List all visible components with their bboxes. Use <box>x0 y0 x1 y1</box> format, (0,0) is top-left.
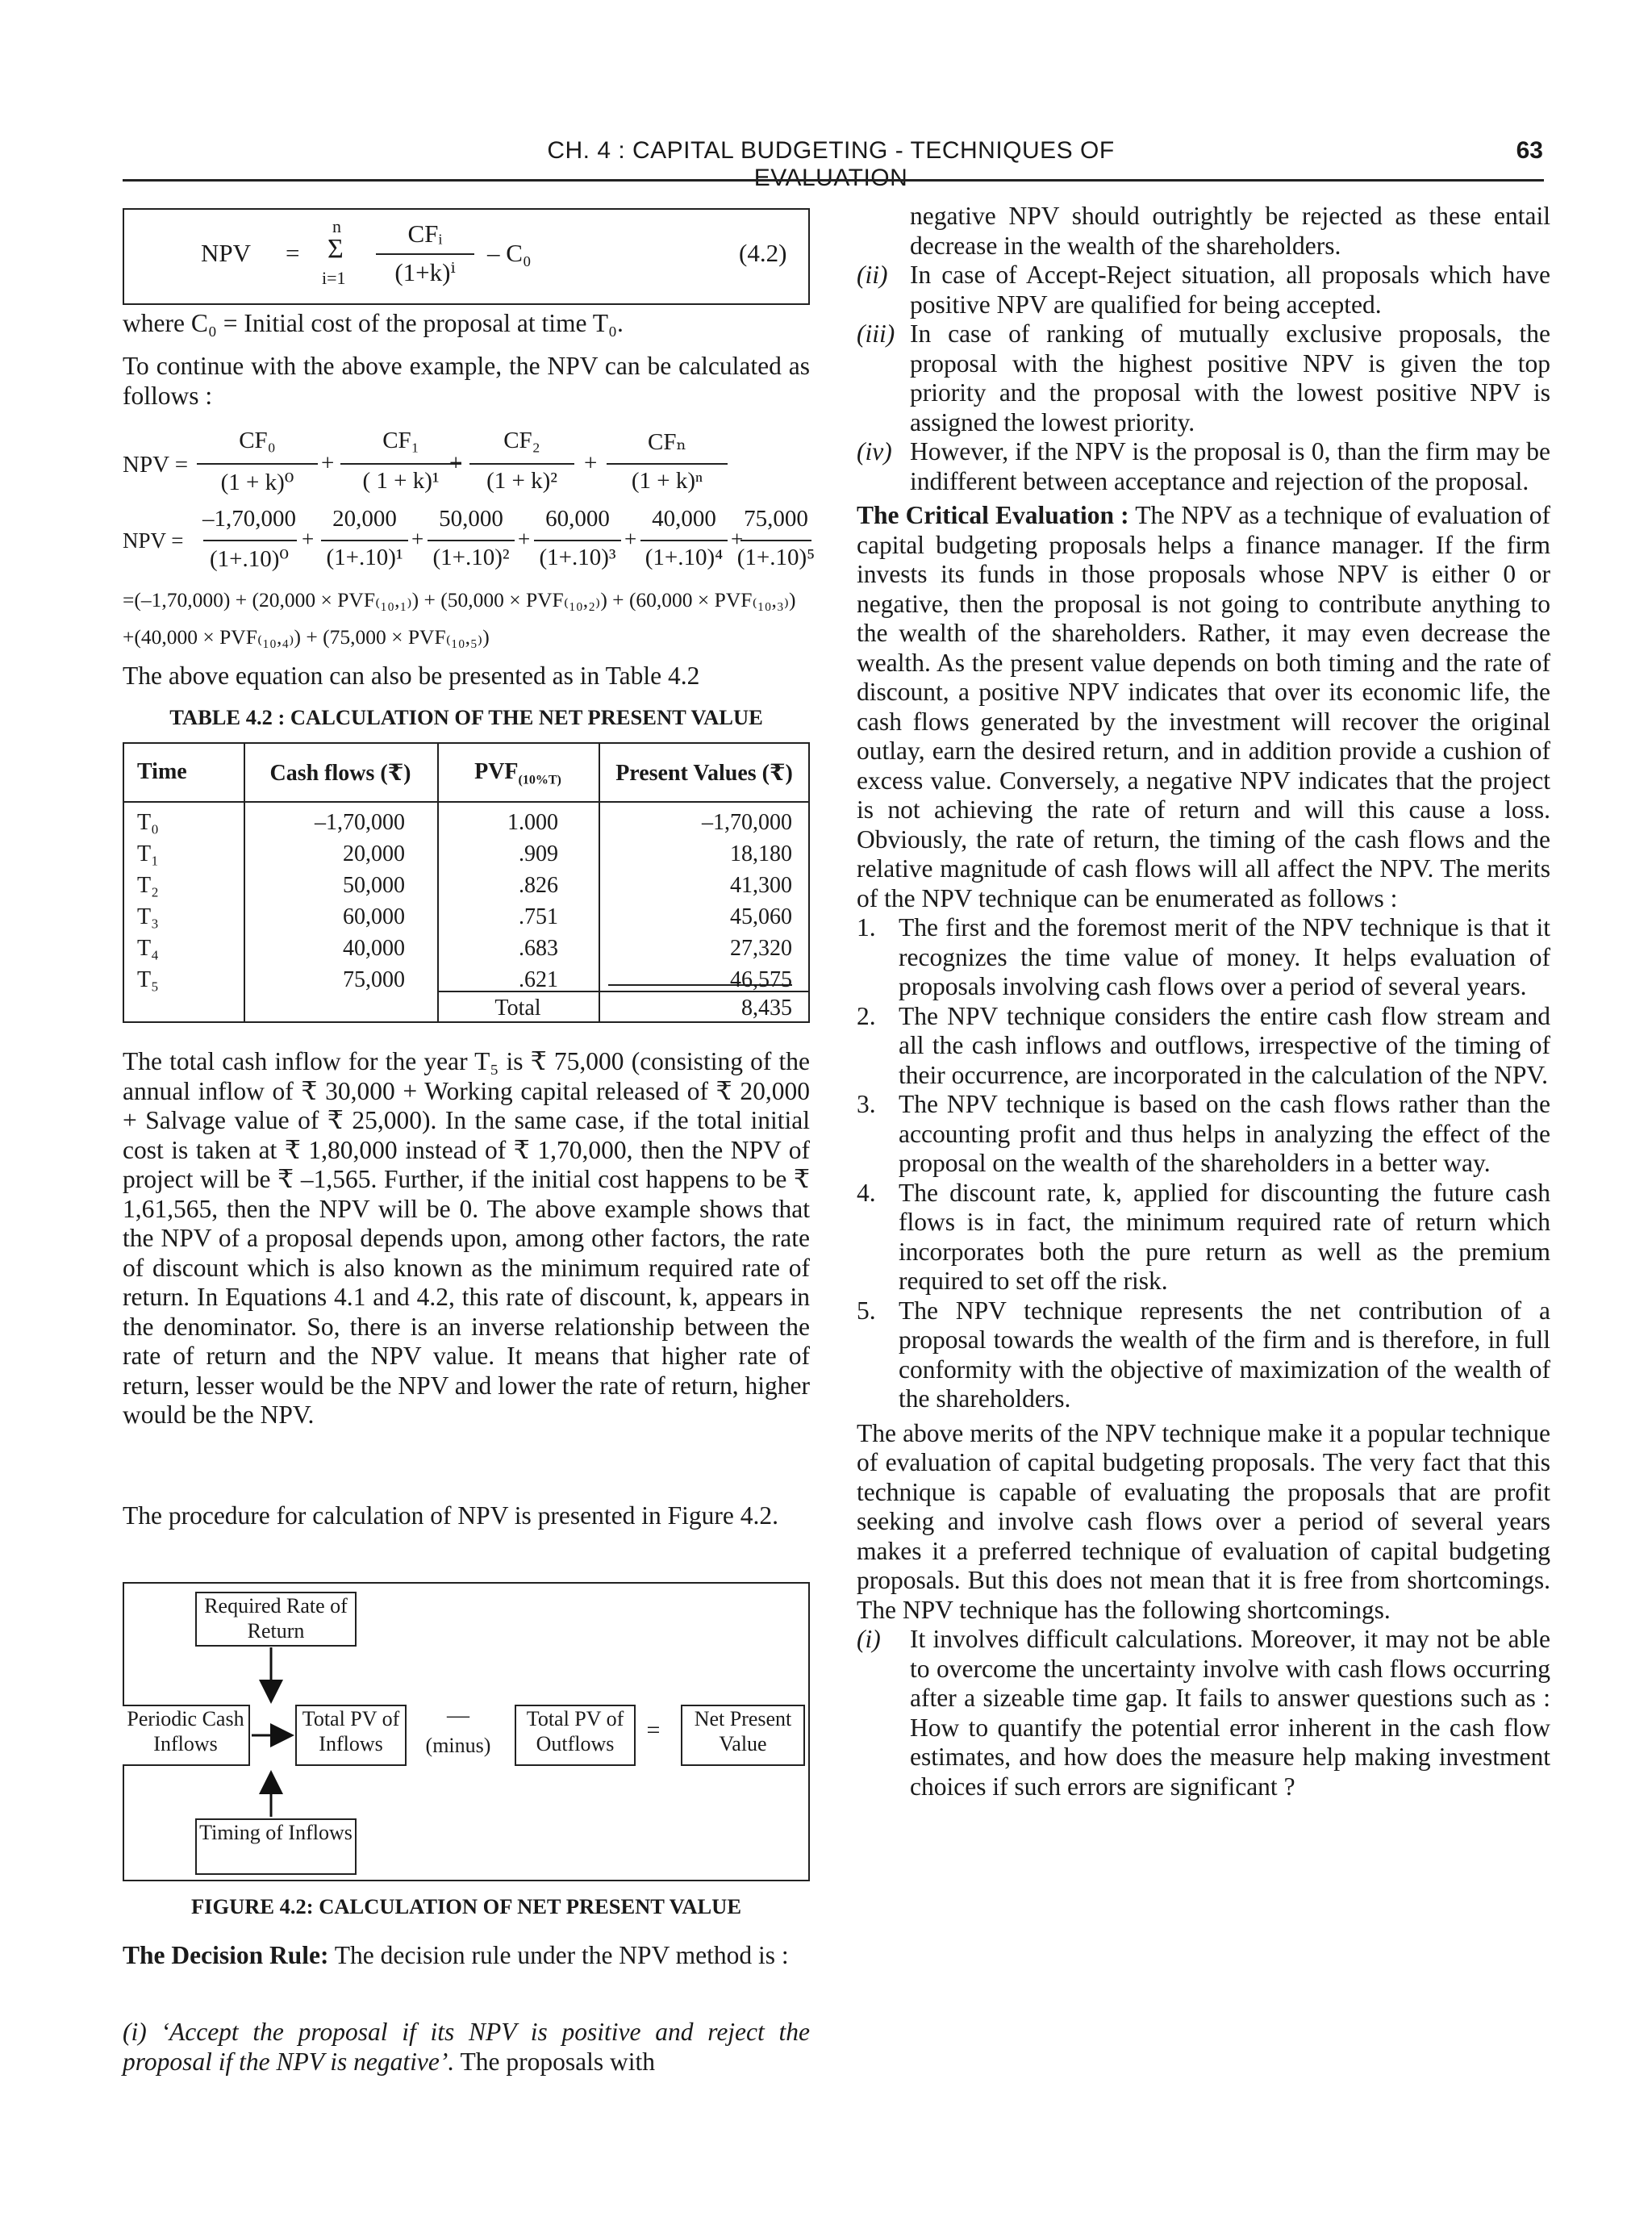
eq2-term-num: 60,000 <box>545 506 610 532</box>
eq2-fracline <box>203 540 297 541</box>
npv-box: Net Present Value <box>681 1705 805 1766</box>
sigma-top: n <box>332 216 341 236</box>
table-cell-pv: –1,70,000 <box>702 810 792 835</box>
table-cell-pvf: .621 <box>519 967 558 992</box>
table-cell-pv: 41,300 <box>730 873 792 898</box>
merits-summary: The above merits of the NPV technique make it a popular technique of evaluation of capital budgeting proposals. The very fact that this technique is capable of evaluating the proposals that are profit seeking and involve cash flows over a period of several years makes it a preferred technique of evaluation of capital budgeting proposals. But this does not mean that it is free from shortcomings. The NPV technique has the following shortcomings. <box>857 1418 1550 1624</box>
figure-arrows <box>123 1582 810 1881</box>
decision-rule-item <box>857 319 1550 437</box>
total-pv-inflows-box: Total PV of Inflows <box>295 1705 407 1766</box>
merit-text: The NPV technique represents the net contribution of a proposal towards the wealth of the firm and is therefore, in full conformity with the objective of maximization of the wealth of the shareholders. <box>899 1296 1550 1413</box>
rule-i-paragraph <box>123 2018 810 2077</box>
page-number: 63 <box>1516 137 1543 164</box>
eq2-fracline <box>640 540 728 541</box>
decision-rule-text: However, if the NPV is the proposal is 0, than the firm may be indifferent between acceptance and rejection of the proposal. <box>910 437 1550 495</box>
eq1-term-den: (1 + k)ⁿ <box>631 468 703 494</box>
decision-rules-list <box>857 261 1550 496</box>
continue-text: To continue with the above example, the NPV can be calculated as follows : <box>123 352 810 410</box>
shortcomings-list <box>857 1625 1550 1801</box>
table-header-rule <box>123 801 810 803</box>
eq2-plus: + <box>624 527 637 551</box>
table-cell-pvf: .683 <box>519 936 558 961</box>
eq1-fracline <box>469 463 574 465</box>
shortcoming-label: (i) <box>857 1625 881 1653</box>
table-cell-pv: 18,180 <box>730 841 792 866</box>
eq1-fracline <box>340 463 461 465</box>
rule-i-rest: The proposals with <box>454 2047 655 2076</box>
shortcoming-text: It involves difficult calculations. Moreover, it may not be able to overcome the uncertainty involve with cash flows occurring after a sizeable time gap. It fails to answer questions such as : How to quantify the potential error inherent in the cash flow estimates, and how does the measure help making investment choices if such errors are significant ? <box>910 1625 1550 1801</box>
right-continuation: negative NPV should outrightly be rejected as these entail decrease in the wealth of the shareholders. <box>910 202 1550 260</box>
merit-item <box>857 913 1550 1002</box>
eq2-plus: + <box>411 527 424 551</box>
total-pv-outflows-box: Total PV of Outflows <box>515 1705 636 1766</box>
decision-rule-item <box>857 261 1550 319</box>
eq1-term-den: (1 + k)⁰ <box>220 470 294 495</box>
merit-text: The NPV technique considers the entire cash flow stream and all the cash inflows and outflows, irrespective of the timing of their occurrence, are incorporated in the calculation of the NPV. <box>899 1001 1550 1089</box>
formula-lhs: NPV <box>201 239 252 267</box>
minus-sign: — <box>447 1703 469 1728</box>
merit-item <box>857 1179 1550 1296</box>
eq1-term-num: CF₀ <box>239 428 276 453</box>
table-cell-time: T₄ <box>137 936 159 961</box>
shortcoming-item <box>857 1625 1550 1801</box>
table-cell-time: T₅ <box>137 967 159 992</box>
table-cell-pv: 45,060 <box>730 904 792 929</box>
decision-rule-paragraph <box>123 1941 810 1971</box>
table-total-label: Total <box>494 996 541 1021</box>
table-cell-cashflow: 60,000 <box>343 904 405 929</box>
eq2-term-den: (1+.10)² <box>432 545 510 570</box>
merit-item <box>857 1002 1550 1091</box>
npv-general-equation <box>123 428 810 516</box>
eq1-lhs: NPV = <box>123 452 189 478</box>
eq1-fracline <box>197 463 318 465</box>
eq2-term-num: 75,000 <box>744 506 808 532</box>
merits-list <box>857 913 1550 1414</box>
eq2-term-den: (1+.10)⁴ <box>645 545 724 570</box>
npv-formula-box <box>123 208 810 305</box>
eq2-term-num: 20,000 <box>332 506 397 532</box>
sigma-symbol: Σ <box>327 234 344 264</box>
merit-label: 3. <box>857 1090 876 1118</box>
rule-i-italic: ‘Accept the proposal if its NPV is positive and reject the proposal if the NPV is negative’. <box>123 2018 810 2076</box>
table-cell-time: T₂ <box>137 873 159 898</box>
table-header-cashflows: Cash flows (₹) <box>269 761 411 786</box>
table-header-pvf-label: PVF <box>474 759 519 784</box>
table-cell-cashflow: 75,000 <box>343 967 405 992</box>
figure-caption: FIGURE 4.2: CALCULATION OF NET PRESENT VALUE <box>190 1894 741 1918</box>
formula-denominator: (1+k)ⁱ <box>394 258 456 286</box>
eq2-fracline <box>321 540 408 541</box>
formula-fraction-line <box>376 253 474 255</box>
merit-item <box>857 1090 1550 1179</box>
table-cell-cashflow: –1,70,000 <box>315 810 405 835</box>
table-caption: TABLE 4.2 : CALCULATION OF THE NET PRESENT VALUE <box>169 705 763 729</box>
table-header-pv: Present Values (₹) <box>615 761 793 786</box>
eq2-term-den: (1+.10)³ <box>539 545 616 570</box>
merit-label: 5. <box>857 1296 876 1325</box>
eq2-term-num: –1,70,000 <box>202 506 296 532</box>
eq2-plus: + <box>518 527 531 551</box>
decision-rule-item <box>857 437 1550 496</box>
formula-minus-c0: – C₀ <box>487 239 532 267</box>
eq2-fracline <box>534 540 621 541</box>
eq3-line1: =(–1,70,000) + (20,000 × PVF₍₁₀,₁₎) + (50,000 × PVF₍₁₀,₂₎) + (60,000 × PVF₍₁₀,₃₎) <box>123 588 796 612</box>
decision-text: The decision rule under the NPV method is : <box>328 1941 789 1969</box>
eq1-fracline <box>607 463 728 465</box>
eq1-plus: + <box>321 450 335 476</box>
above-eq-text: The above equation can also be presented as in Table 4.2 <box>123 662 700 690</box>
equals-sign: = <box>646 1717 661 1743</box>
decision-rule-label: (iii) <box>857 319 895 348</box>
required-rate-box: Required Rate of Return <box>195 1592 357 1647</box>
decision-rule-text: In case of ranking of mutually exclusive proposals, the proposal with the highest positive NPV is given the top priority and the proposal with the lowest positive NPV is assigned the lowest priority. <box>910 319 1550 436</box>
table-total-value: 8,435 <box>741 996 792 1021</box>
eq2-plus: + <box>731 527 744 551</box>
npv-numeric-equation <box>123 506 816 587</box>
decision-heading: The Decision Rule: <box>123 1941 329 1969</box>
minus-word: (minus) <box>425 1734 491 1757</box>
eq1-term-num: CF₁ <box>382 428 419 453</box>
table-cell-pvf: .909 <box>519 841 558 866</box>
eq2-term-den: (1+.10)⁰ <box>209 546 290 572</box>
eq3-line2: +(40,000 × PVF₍₁₀,₄₎) + (75,000 × PVF₍₁₀,₅₎) <box>123 625 490 649</box>
eq1-term-den: (1 + k)² <box>486 468 557 494</box>
table-header-pvf-sub: (10%T) <box>518 773 561 787</box>
eq2-term-num: 40,000 <box>652 506 716 532</box>
formula-equals: = <box>286 239 300 267</box>
table-cell-pvf: .826 <box>519 873 558 898</box>
chapter-title: CH. 4 : CAPITAL BUDGETING - TECHNIQUES OF EVALUATION <box>547 137 1115 191</box>
eq1-term-num: CF₂ <box>503 428 540 453</box>
eq1-plus: + <box>449 450 463 476</box>
right-column <box>857 202 1550 1801</box>
total-inflow-paragraph: The total cash inflow for the year T₅ is ₹ 75,000 (consisting of the annual inflow of ₹ 30,000 + Working capital released of ₹ 20,000 + Salvage value of ₹ 25,000). In the same case, if the total initial cost is taken at ₹ 1,80,000 instead of ₹ 1,70,000, then the NPV of project will be ₹ –1,565. Further, if the initial cost happens to be ₹ 1,61,565, then the NPV will be 0. The above example shows that the NPV of a proposal depends upon, among other factors, the rate of discount which is also known as the minimum required rate of return. In Equations 4.1 and 4.2, this rate of discount, k, appears in the denominator. So, there is an inverse relationship between the rate of return and the NPV value. It means that higher rate of return, lesser would be the NPV and lower the rate of return, higher would be the NPV. <box>123 1047 810 1429</box>
eq2-term-den: (1+.10)¹ <box>326 545 403 570</box>
table-cell-time: T₀ <box>137 810 159 835</box>
merit-label: 4. <box>857 1178 876 1207</box>
decision-rule-text: In case of Accept-Reject situation, all proposals which have positive NPV are qualified for being accepted. <box>910 261 1550 319</box>
procedure-paragraph: The procedure for calculation of NPV is presented in Figure 4.2. <box>123 1501 778 1530</box>
merit-text: The first and the foremost merit of the NPV technique is that it recognizes the time value of money. It helps evaluation of proposals involving cash flows over a period of several years. <box>899 913 1550 1000</box>
formula-numerator: CFᵢ <box>407 219 443 248</box>
decision-rule-label: (iv) <box>857 437 892 465</box>
critical-heading: The Critical Evaluation : <box>857 501 1129 529</box>
table-cell-cashflow: 20,000 <box>343 841 405 866</box>
eq2-plus: + <box>302 527 315 551</box>
decision-rule-label: (ii) <box>857 261 888 289</box>
merit-item <box>857 1296 1550 1414</box>
merit-text: The discount rate, k, applied for discounting the future cash flows is in fact, the minimum required rate of return which incorporates both the pure return as well as the premium required to set off the risk. <box>899 1178 1550 1295</box>
table-header-pvf <box>437 759 599 788</box>
merit-label: 2. <box>857 1001 876 1030</box>
table-cell-pvf: 1.000 <box>507 810 558 835</box>
table-cell-cashflow: 40,000 <box>343 936 405 961</box>
where-text: where C₀ = Initial cost of the proposal at time T₀. <box>123 309 624 337</box>
merit-label: 1. <box>857 913 876 941</box>
eq2-term-num: 50,000 <box>439 506 503 532</box>
table-cell-time: T₃ <box>137 904 159 929</box>
table-cell-pv: 46,575 <box>730 967 792 992</box>
rule-i-label: (i) <box>123 2018 147 2046</box>
table-cell-pvf: .751 <box>519 904 558 929</box>
eq1-term-den: ( 1 + k)¹ <box>362 468 440 494</box>
eq2-fracline <box>740 540 811 541</box>
eq2-lhs: NPV = <box>123 528 184 553</box>
critical-evaluation-paragraph <box>857 501 1550 913</box>
table-cell-pv: 27,320 <box>730 936 792 961</box>
table-cell-cashflow: 50,000 <box>343 873 405 898</box>
eq2-term-den: (1+.10)⁵ <box>736 545 816 570</box>
periodic-inflows-box: Periodic Cash Inflows <box>123 1705 250 1766</box>
critical-text: The NPV as a technique of evaluation of capital budgeting proposals helps a finance manager. If the firm invests its funds in those proposals whose NPV is either 0 or negative, then the proposal is not going to contribute anything to the wealth of the shareholders. Rather, it may even decrease the wealth. As the present value depends on both timing and the rate of discount, a positive NPV indicates that over its economic life, the cash flows generated by the investment will recover the original outlay, earn the desired return, and in addition provide a cushion of excess value. Conversely, a negative NPV indicates that the project is not achieving the rate of return and will this cause a loss. Obviously, the rate of return, the timing of the cash flows and the relative magnitude of cash flows will all affect the NPV. The merits of the NPV technique can be enumerated as follows : <box>857 501 1550 912</box>
eq2-fracline <box>428 540 515 541</box>
formula-eq-number: (4.2) <box>739 239 787 267</box>
table-cell-time: T₁ <box>137 841 159 866</box>
table-header-time: Time <box>137 759 187 784</box>
merit-text: The NPV technique is based on the cash flows rather than the accounting profit and thus helps in analyzing the effect of the proposal on the wealth of the shareholders in a better way. <box>899 1090 1550 1177</box>
sigma-bottom: i=1 <box>322 268 346 288</box>
header-rule <box>123 179 1544 182</box>
eq1-plus: + <box>584 450 598 476</box>
eq1-term-num: CFₙ <box>647 429 687 455</box>
timing-box: Timing of Inflows <box>195 1818 357 1875</box>
